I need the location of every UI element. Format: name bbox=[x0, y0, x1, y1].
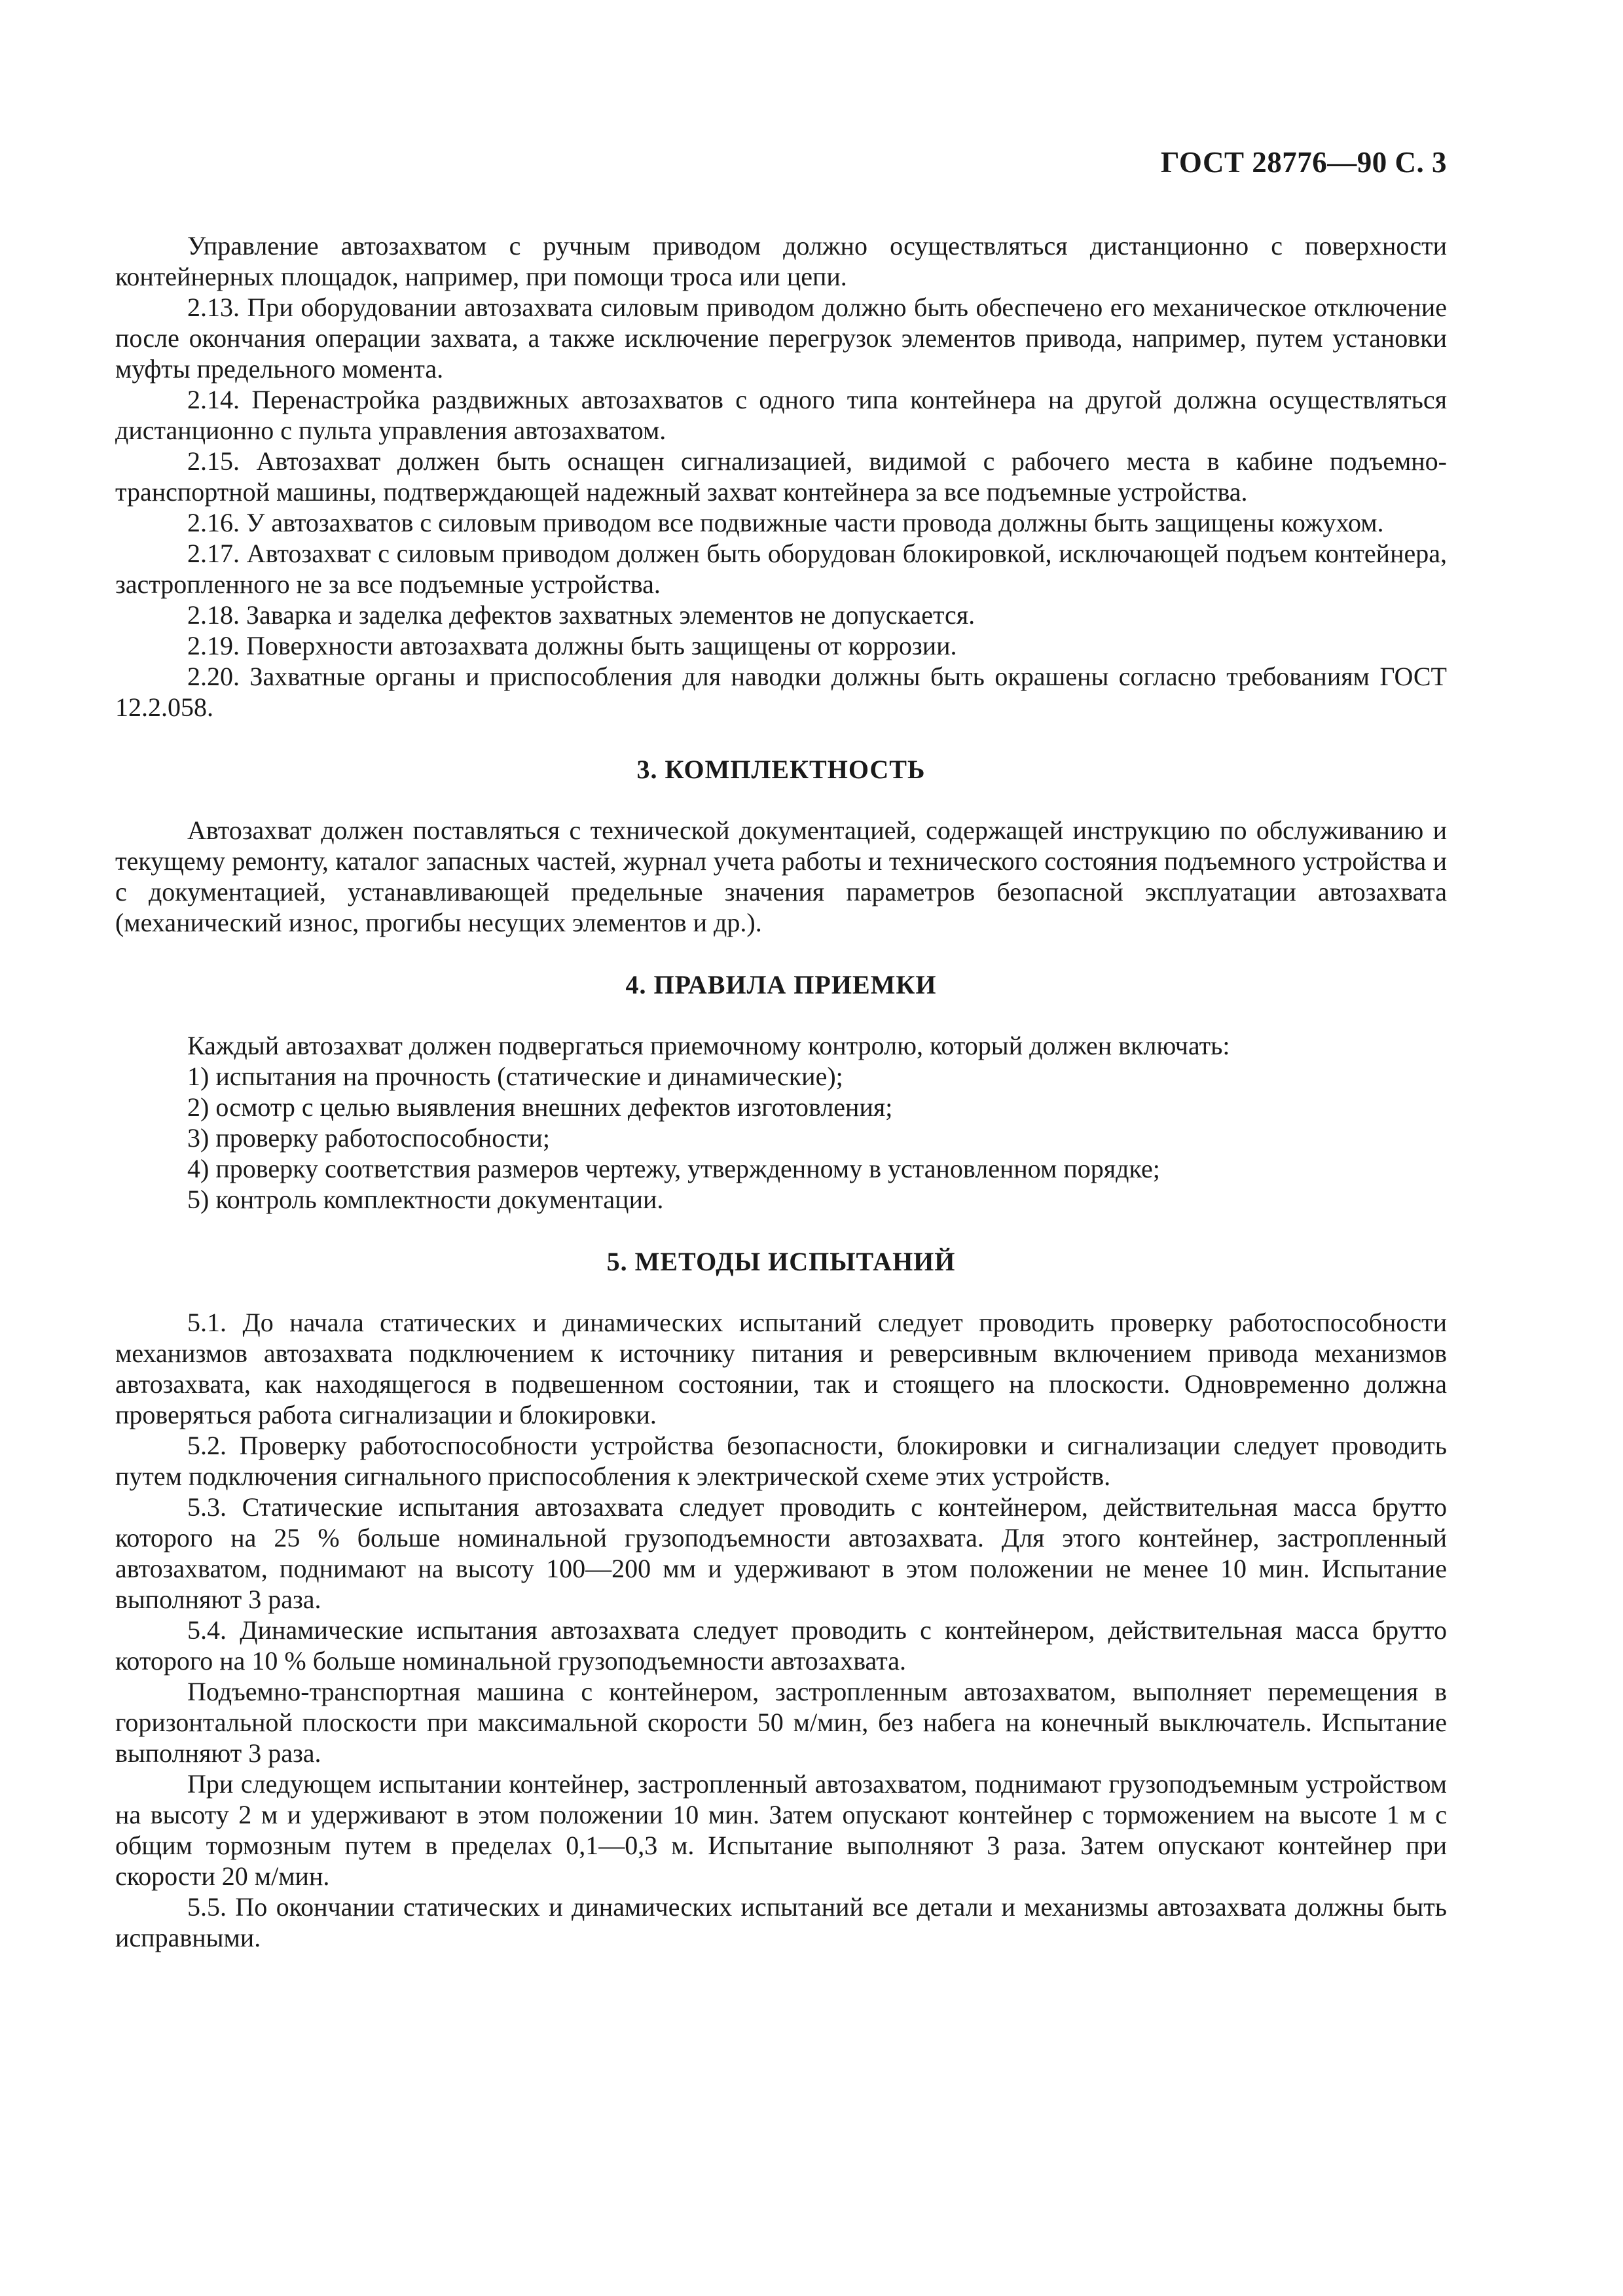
list-item: 4) проверку соответствия размеров чертежу, утвержденному в установленном порядке; bbox=[187, 1154, 1160, 1183]
section-heading-4: 4. ПРАВИЛА ПРИЕМКИ bbox=[625, 970, 937, 999]
paragraph: Управление автозахватом с ручным приводом должно осуществляться дистанционно с поверхности контейнерных площадок, например, при помощи троса или цепи. bbox=[115, 231, 1447, 291]
paragraph-5-1: 5.1. До начала статических и динамических испытаний следует проводить проверку работоспособности механизмов автозахвата подключением к источнику питания и реверсивным включением привода механизмов автозахвата, как находящегося в подвешенном состоянии, так и стоящего на плоскости. Одновременно должна проверяться работа сигнализации и блокировки. bbox=[115, 1308, 1447, 1429]
list-item: 5) контроль комплектности документации. bbox=[187, 1185, 664, 1214]
section-4 bbox=[115, 969, 1447, 1215]
paragraph-5-5: 5.5. По окончании статических и динамических испытаний все детали и механизмы автозахвата должны быть исправными. bbox=[115, 1892, 1447, 1952]
paragraph-5-4: 5.4. Динамические испытания автозахвата следует проводить с контейнером, действительная масса брутто которого на 10 % больше номинальной грузоподъемности автозахвата. bbox=[115, 1615, 1447, 1676]
paragraph-5-2: 5.2. Проверку работоспособности устройства безопасности, блокировки и сигнализации следует проводить путем подключения сигнального приспособления к электрической схеме этих устройств. bbox=[115, 1431, 1447, 1491]
list-item: 2) осмотр с целью выявления внешних дефектов изготовления; bbox=[187, 1092, 893, 1122]
paragraph-2-20: 2.20. Захватные органы и приспособления для наводки должны быть окрашены согласно требованиям ГОСТ 12.2.058. bbox=[115, 662, 1447, 722]
document-body bbox=[115, 230, 1447, 1953]
paragraph-3: Автозахват должен поставляться с технической документацией, содержащей инструкцию по обслуживанию и текущему ремонту, каталог запасных частей, журнал учета работы и технического состояния подъемного устройства и с документацией, устанавливающей предельные значения параметров безопасной эксплуатации автозахвата (механический износ, прогибы несущих элементов и др.). bbox=[115, 816, 1447, 937]
paragraph-4-intro: Каждый автозахват должен подвергаться приемочному контролю, который должен включать: bbox=[187, 1031, 1230, 1060]
paragraph-2-15: 2.15. Автозахват должен быть оснащен сигнализацией, видимой с рабочего места в кабине подъемно-транспортной машины, подтверждающей надежный захват контейнера за все подъемные устройства. bbox=[115, 446, 1447, 507]
list-item: 1) испытания на прочность (статические и динамические); bbox=[187, 1062, 843, 1091]
section-2-continued bbox=[115, 230, 1447, 723]
document-page bbox=[115, 0, 1447, 2296]
section-5 bbox=[115, 1246, 1447, 1953]
paragraph-2-14: 2.14. Перенастройка раздвижных автозахватов с одного типа контейнера на другой должна осуществляться дистанционно с пульта управления автозахватом. bbox=[115, 385, 1447, 445]
paragraph-5-4-next-test: При следующем испытании контейнер, застропленный автозахватом, поднимают грузоподъемным устройством на высоту 2 м и удерживают в этом положении 10 мин. Затем опускают контейнер с торможением на высоте 1 м с общим тормозным путем в пределах 0,1—0,3 м. Испытание выполняют 3 раза. Затем опускают контейнер при скорости 20 м/мин. bbox=[115, 1769, 1447, 1891]
list-item: 3) проверку работоспособности; bbox=[187, 1123, 550, 1153]
paragraph-2-16: 2.16. У автозахватов с силовым приводом все подвижные части провода должны быть защищены кожухом. bbox=[187, 508, 1384, 537]
paragraph-2-18: 2.18. Заварка и заделка дефектов захватных элементов не допускается. bbox=[187, 600, 976, 630]
section-heading-3: 3. КОМПЛЕКТНОСТЬ bbox=[636, 755, 926, 784]
paragraph-2-13: 2.13. При оборудовании автозахвата силовым приводом должно быть обеспечено его механическое отключение после окончания операции захвата, а также исключение перегрузок элементов привода, например, путем установки муфты предельного момента. bbox=[115, 293, 1447, 384]
paragraph-2-17: 2.17. Автозахват с силовым приводом должен быть оборудован блокировкой, исключающей подъем контейнера, застропленного не за все подъемные устройства. bbox=[115, 539, 1447, 599]
section-heading-5: 5. МЕТОДЫ ИСПЫТАНИЙ bbox=[606, 1247, 956, 1276]
paragraph-2-19: 2.19. Поверхности автозахвата должны быть защищены от коррозии. bbox=[187, 631, 957, 660]
paragraph-5-4-dynamic-move: Подъемно-транспортная машина с контейнером, застропленным автозахватом, выполняет перемещения в горизонтальной плоскости при максимальной скорости 50 м/мин, без набега на конечный выключатель. Испытание выполняют 3 раза. bbox=[115, 1677, 1447, 1768]
paragraph-5-3: 5.3. Статические испытания автозахвата следует проводить с контейнером, действительная масса брутто которого на 25 % больше номинальной грузоподъемности автозахвата. Для этого контейнер, застропленный автозахватом, поднимают на высоту 100—200 мм и удерживают в этом положении не менее 10 мин. Испытание выполняют 3 раза. bbox=[115, 1492, 1447, 1614]
running-header: ГОСТ 28776—90 С. 3 bbox=[1160, 146, 1447, 179]
section-3 bbox=[115, 754, 1447, 938]
